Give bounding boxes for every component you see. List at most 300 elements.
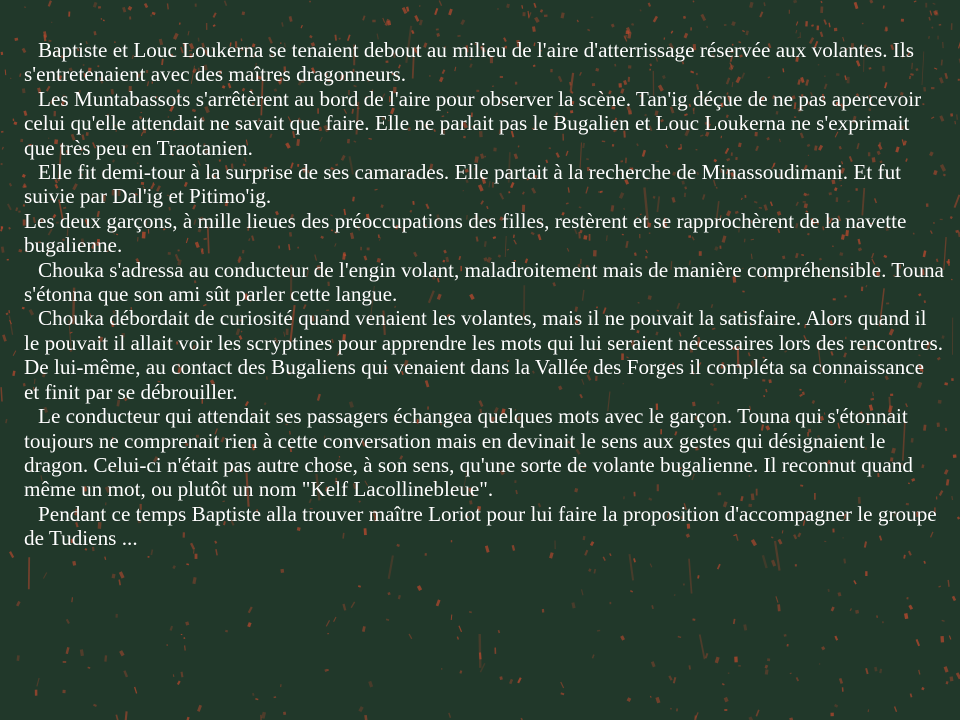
texture-streak xyxy=(763,555,767,568)
texture-speck xyxy=(497,8,499,10)
texture-speck xyxy=(904,613,908,619)
texture-speck xyxy=(13,121,17,125)
texture-speck xyxy=(439,0,443,6)
texture-speck xyxy=(843,558,846,563)
texture-speck xyxy=(398,595,401,599)
texture-speck xyxy=(855,610,859,614)
texture-speck xyxy=(5,69,7,75)
texture-speck xyxy=(952,596,956,601)
texture-speck xyxy=(134,687,137,694)
texture-speck xyxy=(883,5,885,8)
texture-speck xyxy=(611,23,615,27)
texture-speck xyxy=(584,550,588,556)
texture-speck xyxy=(1,131,4,133)
texture-speck xyxy=(247,622,251,627)
texture-speck xyxy=(327,633,329,634)
texture-speck xyxy=(13,350,17,356)
texture-speck xyxy=(167,644,168,645)
texture-speck xyxy=(796,21,799,25)
texture-speck xyxy=(793,0,797,3)
texture-speck xyxy=(733,619,736,624)
texture-speck xyxy=(831,713,834,717)
texture-streak xyxy=(389,556,393,579)
texture-speck xyxy=(224,0,227,6)
texture-speck xyxy=(436,28,439,30)
texture-speck xyxy=(213,24,216,27)
texture-speck xyxy=(309,1,311,3)
texture-speck xyxy=(93,704,97,707)
texture-speck xyxy=(409,634,413,639)
texture-speck xyxy=(603,556,606,561)
texture-speck xyxy=(901,19,904,22)
texture-speck xyxy=(689,665,691,669)
texture-speck xyxy=(674,594,676,596)
texture-speck xyxy=(14,38,18,41)
texture-speck xyxy=(170,626,174,631)
texture-speck xyxy=(9,551,14,558)
texture-speck xyxy=(434,8,438,15)
texture-speck xyxy=(362,15,365,20)
texture-speck xyxy=(946,479,950,486)
texture-speck xyxy=(678,636,682,638)
texture-speck xyxy=(673,677,677,684)
texture-speck xyxy=(7,259,9,261)
paragraph-1: Baptiste et Louc Loukerna se tenaient debout au milieu de l'aire d'atterrissage réservée aux volantes. Ils s'entretenaient avec des maîtres dragonneurs. xyxy=(24,38,914,87)
texture-speck xyxy=(951,378,953,381)
texture-speck xyxy=(123,670,128,677)
texture-speck xyxy=(765,669,769,674)
texture-speck xyxy=(93,31,96,35)
texture-speck xyxy=(944,382,948,385)
paragraph-8: Pendant ce temps Baptiste alla trouver maître Loriot pour lui faire la proposition d'accompagner le groupe de Tudiens ... xyxy=(24,501,937,551)
texture-speck xyxy=(865,571,867,576)
texture-speck xyxy=(956,114,958,120)
texture-speck xyxy=(560,682,564,688)
texture-speck xyxy=(274,696,277,698)
texture-speck xyxy=(671,31,674,34)
texture-speck xyxy=(460,19,465,25)
texture-speck xyxy=(242,11,246,15)
texture-speck xyxy=(457,636,459,639)
texture-speck xyxy=(457,35,460,37)
texture-speck xyxy=(588,568,591,572)
texture-speck xyxy=(333,617,336,622)
paragraph-7: Le conducteur qui attendait ses passagers échangea quelques mots avec le garçon. Touna qui s'étonnait toujours ne comprenait rien à cette conversation mais en devinait le sens aux gestes qui désignaient le dragon. Celui-ci n'était pas autre chose, à son sens, qu'une sorte de volante bugalienne. Il reconnut quand même un mot, ou plutôt un nom "Kelf Lacollinebleue". xyxy=(24,404,913,502)
texture-speck xyxy=(745,30,749,35)
texture-speck xyxy=(767,658,770,661)
texture-speck xyxy=(66,619,70,624)
texture-speck xyxy=(185,621,189,625)
texture-speck xyxy=(668,675,672,680)
texture-speck xyxy=(722,683,725,685)
texture-speck xyxy=(853,580,856,584)
texture-speck xyxy=(8,310,10,313)
texture-streak xyxy=(1,387,2,401)
texture-streak xyxy=(700,635,705,660)
texture-speck xyxy=(206,23,208,30)
texture-speck xyxy=(144,3,148,8)
texture-speck xyxy=(701,14,707,21)
texture-speck xyxy=(179,22,181,24)
texture-speck xyxy=(301,25,303,29)
texture-speck xyxy=(951,496,953,500)
texture-speck xyxy=(931,26,933,28)
texture-speck xyxy=(683,583,685,585)
texture-speck xyxy=(944,666,949,673)
texture-speck xyxy=(103,20,105,22)
texture-speck xyxy=(795,30,797,34)
texture-speck xyxy=(150,14,152,16)
texture-speck xyxy=(593,569,596,574)
texture-speck xyxy=(458,626,462,633)
texture-speck xyxy=(517,677,521,683)
texture-speck xyxy=(953,454,957,458)
texture-speck xyxy=(419,5,420,7)
texture-speck xyxy=(72,561,76,566)
texture-speck xyxy=(260,715,262,720)
texture-speck xyxy=(951,23,953,30)
texture-speck xyxy=(648,2,651,6)
texture-speck xyxy=(184,645,185,650)
texture-speck xyxy=(874,667,877,672)
texture-speck xyxy=(936,12,937,14)
texture-speck xyxy=(181,672,184,678)
texture-speck xyxy=(147,556,149,558)
texture-speck xyxy=(592,654,595,658)
texture-speck xyxy=(728,673,730,674)
texture-speck xyxy=(693,0,695,2)
texture-speck xyxy=(651,661,656,667)
texture-speck xyxy=(98,6,101,8)
texture-speck xyxy=(916,639,920,646)
texture-speck xyxy=(715,657,720,664)
texture-speck xyxy=(261,712,266,719)
texture-speck xyxy=(756,710,760,717)
texture-speck xyxy=(281,22,283,27)
texture-speck xyxy=(1,52,4,55)
texture-speck xyxy=(362,626,366,632)
texture-speck xyxy=(71,597,73,602)
texture-speck xyxy=(441,668,442,669)
texture-speck xyxy=(18,249,22,253)
texture-speck xyxy=(368,681,373,688)
texture-speck xyxy=(6,313,9,316)
texture-speck xyxy=(10,78,11,79)
texture-speck xyxy=(521,5,523,9)
texture-speck xyxy=(828,23,830,28)
texture-speck xyxy=(948,580,950,587)
texture-speck xyxy=(342,604,346,611)
texture-speck xyxy=(186,563,189,565)
texture-speck xyxy=(577,20,579,23)
texture-speck xyxy=(118,579,121,585)
texture-speck xyxy=(850,608,852,611)
texture-speck xyxy=(280,569,284,573)
texture-speck xyxy=(451,615,453,620)
texture-speck xyxy=(528,11,530,18)
texture-speck xyxy=(358,706,363,712)
texture-speck xyxy=(195,4,197,7)
texture-speck xyxy=(918,670,920,675)
texture-speck xyxy=(790,672,792,674)
texture-speck xyxy=(882,621,883,623)
texture-speck xyxy=(115,614,117,618)
texture-speck xyxy=(195,554,198,559)
texture-speck xyxy=(633,558,636,562)
texture-speck xyxy=(448,9,453,16)
texture-speck xyxy=(930,10,933,15)
texture-speck xyxy=(436,33,440,37)
texture-speck xyxy=(956,672,960,679)
texture-speck xyxy=(862,23,864,25)
texture-speck xyxy=(1,246,5,252)
texture-speck xyxy=(469,611,472,613)
texture-speck xyxy=(498,630,500,633)
paragraph-5: Chouka s'adressa au conducteur de l'engin volant, maladroitement mais de manière compréhensible. Touna s'étonna que son ami sût parler cette langue. xyxy=(24,257,944,307)
texture-speck xyxy=(908,551,912,556)
paragraph-3: Elle fit demi-tour à la surprise de ses camarades. Elle partait à la recherche de Minassoudimani. Et fut suivie par Dal'ig et Pitimo'ig. xyxy=(24,160,902,209)
texture-speck xyxy=(17,655,20,661)
texture-speck xyxy=(181,634,183,635)
texture-speck xyxy=(697,575,699,579)
texture-speck xyxy=(283,712,286,715)
texture-speck xyxy=(951,279,953,281)
texture-speck xyxy=(18,211,20,213)
texture-speck xyxy=(581,589,584,595)
texture-speck xyxy=(950,676,954,681)
texture-speck xyxy=(692,618,695,620)
texture-speck xyxy=(765,665,769,669)
texture-speck xyxy=(494,648,496,654)
texture-speck xyxy=(167,3,169,9)
texture-speck xyxy=(787,644,789,647)
texture-speck xyxy=(630,590,633,593)
texture-speck xyxy=(834,704,838,708)
texture-streak xyxy=(116,715,121,720)
texture-speck xyxy=(19,73,21,77)
texture-speck xyxy=(506,4,510,8)
paragraph-4: Les deux garçons, à mille lieues des préoccupations des filles, restèrent et se rapprochèrent de la navette bugalienne. xyxy=(24,208,907,258)
texture-speck xyxy=(749,2,754,8)
texture-speck xyxy=(414,15,419,22)
texture-speck xyxy=(610,602,612,604)
texture-speck xyxy=(944,469,949,475)
texture-speck xyxy=(724,24,727,25)
texture-speck xyxy=(894,706,897,712)
texture-speck xyxy=(775,596,778,603)
texture-speck xyxy=(104,655,107,661)
texture-speck xyxy=(213,12,217,17)
texture-streak xyxy=(689,559,692,594)
texture-speck xyxy=(540,9,543,13)
texture-speck xyxy=(734,657,738,663)
texture-speck xyxy=(425,553,427,556)
texture-streak xyxy=(9,316,12,335)
texture-speck xyxy=(706,26,708,29)
texture-speck xyxy=(717,564,721,570)
texture-speck xyxy=(173,674,175,677)
texture-speck xyxy=(12,371,15,376)
texture-speck xyxy=(655,697,660,704)
texture-speck xyxy=(571,602,575,608)
texture-speck xyxy=(906,597,908,600)
texture-speck xyxy=(876,615,878,618)
texture-speck xyxy=(7,204,12,211)
texture-speck xyxy=(933,3,936,5)
texture-speck xyxy=(93,2,98,8)
texture-speck xyxy=(683,16,686,19)
texture-speck xyxy=(738,665,741,667)
texture-streak xyxy=(955,195,960,208)
texture-speck xyxy=(549,552,554,558)
texture-speck xyxy=(676,708,678,711)
texture-speck xyxy=(819,663,821,665)
texture-speck xyxy=(868,709,870,712)
texture-speck xyxy=(544,14,548,17)
texture-speck xyxy=(197,705,202,712)
texture-speck xyxy=(925,3,927,8)
texture-speck xyxy=(542,609,544,613)
texture-speck xyxy=(724,697,729,702)
texture-speck xyxy=(62,690,65,693)
texture-speck xyxy=(459,670,462,674)
texture-speck xyxy=(591,17,593,19)
texture-speck xyxy=(938,586,941,588)
texture-speck xyxy=(939,24,942,26)
texture-speck xyxy=(358,585,361,587)
texture-speck xyxy=(2,147,4,150)
texture-speck xyxy=(20,139,23,142)
texture-speck xyxy=(101,18,103,20)
texture-speck xyxy=(763,2,765,6)
texture-speck xyxy=(954,121,956,124)
texture-speck xyxy=(16,601,21,607)
texture-speck xyxy=(13,119,15,122)
texture-speck xyxy=(771,560,776,567)
texture-speck xyxy=(946,681,949,684)
texture-speck xyxy=(795,564,797,566)
texture-speck xyxy=(8,227,11,230)
texture-speck xyxy=(923,561,926,564)
texture-speck xyxy=(653,16,658,23)
story-text xyxy=(24,38,944,551)
texture-speck xyxy=(908,605,913,610)
texture-speck xyxy=(651,605,654,609)
texture-speck xyxy=(192,577,196,584)
texture-speck xyxy=(187,31,189,36)
texture-speck xyxy=(372,20,375,23)
texture-speck xyxy=(35,690,38,696)
texture-speck xyxy=(587,29,590,32)
texture-speck xyxy=(820,7,823,14)
texture-speck xyxy=(820,32,824,38)
texture-speck xyxy=(784,634,787,637)
texture-speck xyxy=(532,26,536,32)
texture-speck xyxy=(914,0,917,2)
texture-speck xyxy=(387,21,391,26)
texture-speck xyxy=(950,113,953,116)
texture-speck xyxy=(533,3,536,8)
texture-speck xyxy=(560,692,564,695)
texture-speck xyxy=(252,693,255,696)
texture-speck xyxy=(386,619,389,621)
texture-speck xyxy=(2,334,7,341)
texture-streak xyxy=(123,711,126,720)
texture-speck xyxy=(15,207,18,211)
texture-speck xyxy=(122,7,126,13)
texture-speck xyxy=(364,715,367,720)
texture-speck xyxy=(63,661,67,663)
texture-speck xyxy=(910,693,913,697)
texture-speck xyxy=(950,216,953,219)
texture-speck xyxy=(436,599,441,606)
texture-speck xyxy=(626,30,630,34)
texture-speck xyxy=(597,630,600,632)
texture-speck xyxy=(944,73,948,79)
texture-speck xyxy=(561,12,565,18)
texture-speck xyxy=(351,602,356,609)
texture-speck xyxy=(650,696,652,698)
texture-speck xyxy=(87,667,90,669)
texture-speck xyxy=(854,2,859,9)
texture-speck xyxy=(280,684,282,687)
texture-speck xyxy=(499,676,502,680)
texture-speck xyxy=(928,17,930,21)
texture-speck xyxy=(828,589,830,592)
texture-speck xyxy=(326,620,330,627)
texture-speck xyxy=(248,607,253,614)
texture-streak xyxy=(630,554,634,580)
texture-speck xyxy=(129,16,131,19)
texture-speck xyxy=(119,571,125,578)
texture-speck xyxy=(839,678,843,684)
texture-speck xyxy=(821,646,825,650)
texture-speck xyxy=(24,6,26,7)
texture-speck xyxy=(724,709,727,711)
texture-speck xyxy=(650,563,653,567)
texture-speck xyxy=(112,574,116,579)
texture-speck xyxy=(172,565,176,569)
texture-speck xyxy=(743,624,747,630)
paragraph-6: Chouka débordait de curiosité quand venaient les volantes, mais il ne pouvait la satisfaire. Alors quand il le pouvait il allait voir les scryptines pour apprendre les mots qui lui seraient nécessaires lors des rencontres. De lui-même, au contact des Bugaliens qui venaient dans la Vallée des Forges il compléta sa connaissance et finit par se débrouiller. xyxy=(24,306,944,404)
texture-speck xyxy=(627,697,632,702)
texture-speck xyxy=(631,23,634,26)
texture-speck xyxy=(949,635,952,639)
texture-speck xyxy=(796,677,799,681)
texture-speck xyxy=(406,6,409,11)
texture-speck xyxy=(104,556,106,560)
texture-speck xyxy=(289,16,293,22)
texture-speck xyxy=(255,698,258,700)
texture-speck xyxy=(831,607,835,612)
texture-speck xyxy=(128,6,133,11)
texture-speck xyxy=(842,687,844,691)
texture-speck xyxy=(66,647,70,654)
texture-speck xyxy=(940,636,944,643)
texture-speck xyxy=(921,687,924,690)
texture-streak xyxy=(944,237,946,270)
texture-speck xyxy=(183,637,185,639)
texture-speck xyxy=(777,604,780,611)
texture-speck xyxy=(534,17,540,23)
texture-speck xyxy=(690,27,691,30)
texture-speck xyxy=(48,0,52,6)
texture-speck xyxy=(823,19,827,25)
texture-speck xyxy=(705,653,709,659)
texture-speck xyxy=(945,428,948,432)
texture-speck xyxy=(119,650,124,656)
texture-streak xyxy=(37,678,39,686)
